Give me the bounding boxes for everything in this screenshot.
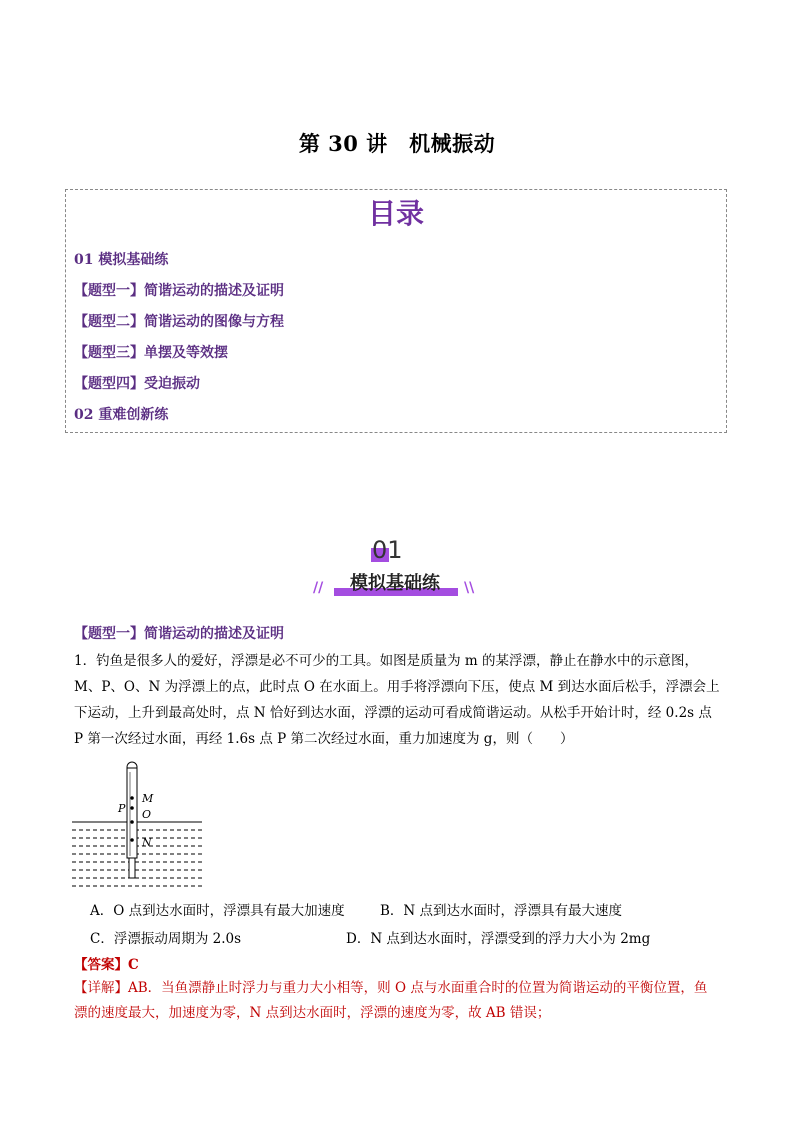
point-m [130, 796, 134, 800]
toc-item[interactable]: 【题型一】简谐运动的描述及证明 [74, 283, 284, 299]
explanation-line: 漂的速度最大，加速度为零，N 点到达水面时，浮漂的速度为零，故 AB 错误； [74, 1005, 551, 1021]
toc-item[interactable]: 【题型四】受迫振动 [74, 376, 200, 392]
option-a[interactable]: A．O 点到达水面时，浮漂具有最大加速度 [90, 903, 345, 919]
banner-deco-right: \\ [464, 580, 475, 596]
option-d[interactable]: D．N 点到达水面时，浮漂受到的浮力大小为 2mg [346, 931, 651, 947]
point-o [130, 820, 134, 824]
toc-item[interactable]: 02 重难创新练 [74, 407, 169, 423]
page-title: 第 30 讲 机械振动 [298, 131, 496, 156]
toc-item[interactable]: 01 模拟基础练 [74, 252, 169, 268]
label-o: O [142, 808, 152, 821]
question-line: M、P、O、N 为浮漂上的点，此时点 O 在水面上。用手将浮漂向下压，使点 M 到达水面后松手，浮漂会上 [74, 679, 720, 695]
question-type-heading: 【题型一】简谐运动的描述及证明 [74, 626, 284, 642]
section-number: 01 [372, 536, 403, 564]
label-p: P [118, 802, 126, 815]
option-b[interactable]: B．N 点到达水面时，浮漂具有最大速度 [380, 903, 623, 919]
toc-item[interactable]: 【题型二】简谐运动的图像与方程 [74, 314, 284, 330]
explanation [74, 976, 734, 1026]
toc-heading: 目录 [367, 197, 424, 230]
point-p [130, 806, 134, 810]
point-n [130, 838, 134, 842]
float-body [127, 762, 137, 878]
answer: 【答案】C [74, 957, 139, 973]
float-figure [72, 760, 204, 890]
question-line: P 第一次经过水面，再经 1.6s 点 P 第二次经过水面，重力加速度为 g，则（ ） [74, 731, 574, 747]
option-c[interactable]: C．浮漂振动周期为 2.0s [90, 931, 242, 947]
label-n: N [142, 836, 152, 849]
label-m: M [142, 792, 154, 805]
toc-item[interactable]: 【题型三】单摆及等效摆 [74, 345, 228, 361]
question-line: 1．钓鱼是很多人的爱好，浮漂是必不可少的工具。如图是质量为 m 的某浮漂，静止在静水中的示意图， [74, 653, 698, 669]
table-of-contents [65, 189, 727, 433]
banner-deco-left: // [313, 580, 324, 596]
explanation-line: 【详解】AB．当鱼漂静止时浮力与重力大小相等，则 O 点与水面重合时的位置为简谐运动的平衡位置，鱼 [74, 980, 708, 996]
section-banner-title: 模拟基础练 [350, 573, 440, 594]
question-line: 下运动，上升到最高处时，点 N 恰好到达水面，浮漂的运动可看成简谐运动。从松手开始计时，经 0.2s 点 [74, 705, 712, 721]
